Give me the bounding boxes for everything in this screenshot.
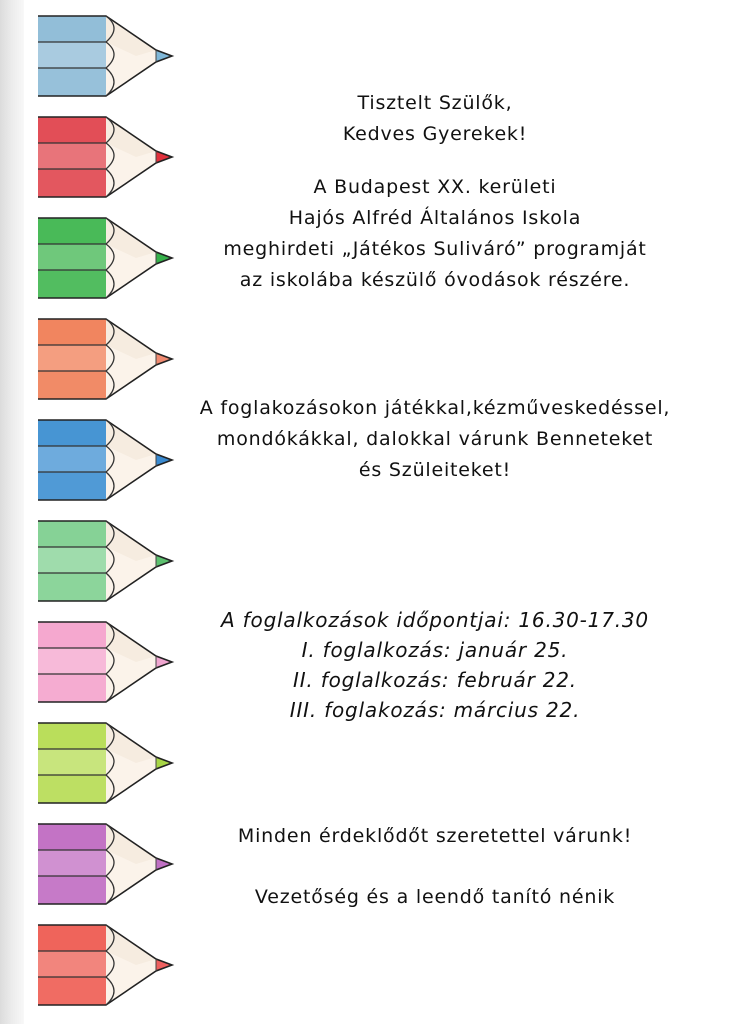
intro-line: A Budapest XX. kerületi xyxy=(313,176,557,198)
pencil-10 xyxy=(36,919,176,1011)
activities-paragraph xyxy=(170,393,700,486)
pencil-1 xyxy=(36,10,176,102)
pencil-4 xyxy=(36,313,176,405)
intro-paragraph xyxy=(170,172,700,296)
signature xyxy=(170,882,700,913)
closing-line: Minden érdeklődőt szeretettel várunk! xyxy=(237,825,633,847)
greeting-line: Tisztelt Szülők, xyxy=(357,92,513,114)
schedule-item: II. foglalkozás: február 22. xyxy=(293,668,577,692)
schedule xyxy=(170,605,700,725)
pencil-7 xyxy=(36,616,176,708)
pencil-border xyxy=(36,10,176,1014)
intro-line: meghirdeti „Játékos Suliváró” programját xyxy=(223,238,647,260)
pencil-6 xyxy=(36,515,176,607)
intro-line: Hajós Alfréd Általános Iskola xyxy=(288,207,582,229)
pencil-3 xyxy=(36,212,176,304)
scan-edge xyxy=(0,0,24,1024)
schedule-heading: A foglalkozások időpontjai: 16.30-17.30 xyxy=(221,608,649,632)
schedule-item: III. foglakozás: március 22. xyxy=(289,698,581,722)
activities-line: A foglakozásokon játékkal,kézműveskedéssel, xyxy=(199,397,671,419)
intro-line: az iskolába készülő óvodások részére. xyxy=(239,269,631,291)
greeting xyxy=(170,88,700,150)
activities-line: mondókákkal, dalokkal várunk Benneteket xyxy=(216,428,654,450)
pencil-8 xyxy=(36,717,176,809)
pencil-2 xyxy=(36,111,176,203)
activities-line: és Szüleiteket! xyxy=(358,459,512,481)
schedule-item: I. foglalkozás: január 25. xyxy=(301,638,569,662)
closing-message xyxy=(170,821,700,852)
signature-line: Vezetőség és a leendő tanító nénik xyxy=(254,886,616,908)
pencil-9 xyxy=(36,818,176,910)
greeting-line: Kedves Gyerekek! xyxy=(342,123,528,145)
pencil-5 xyxy=(36,414,176,506)
